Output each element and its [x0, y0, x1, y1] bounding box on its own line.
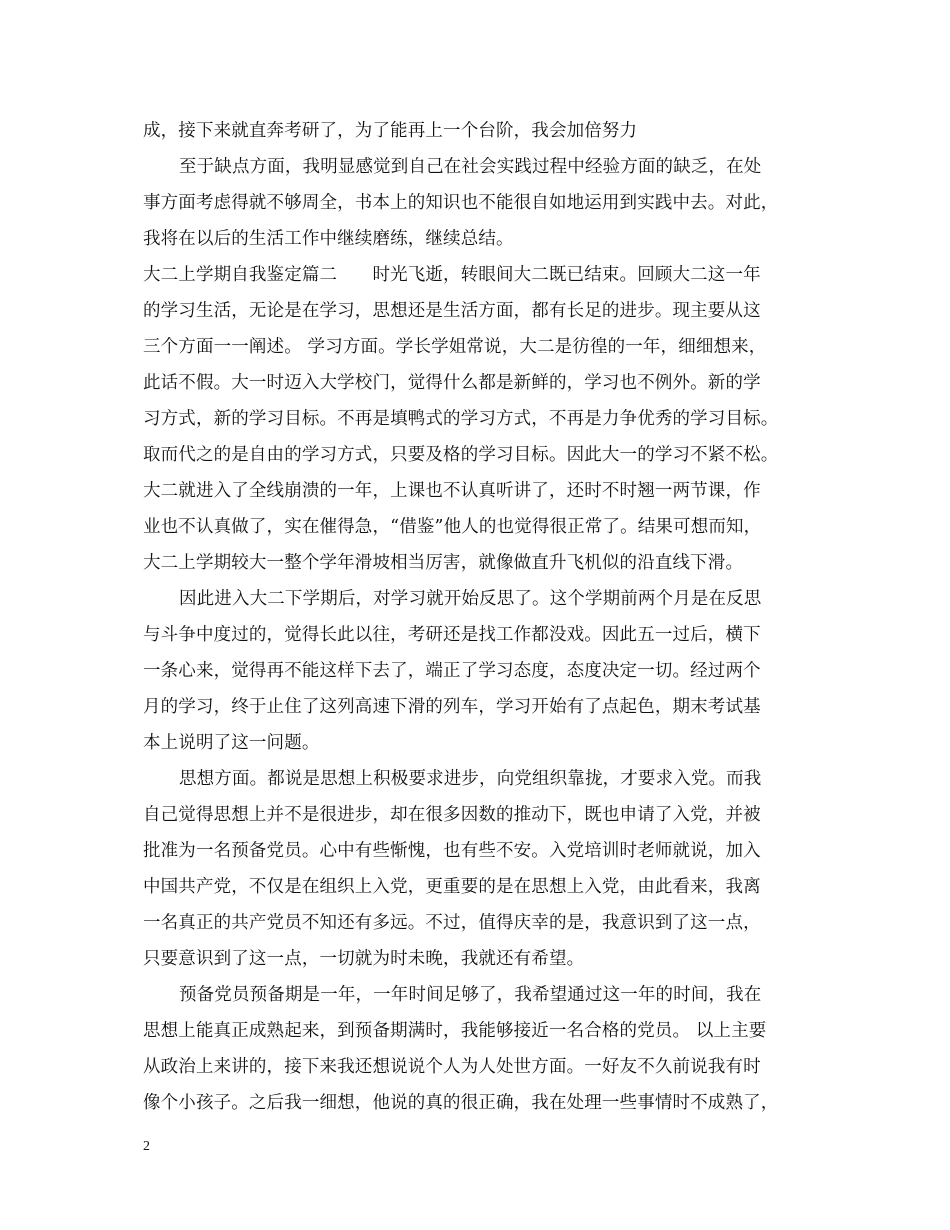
- text-line: 此话不假。大一时迈入大学校门，觉得什么都是新鲜的，学习也不例外。新的学: [143, 373, 761, 393]
- text-line: 取而代之的是自由的学习方式，只要及格的学习目标。因此大一的学习不紧不松。: [143, 445, 779, 465]
- text-line: 三个方面一一阐述。 学习方面。学长学姐常说，大二是彷徨的一年，细细想来，: [143, 337, 767, 357]
- text-line: 本上说明了这一问题。: [143, 733, 320, 753]
- text-line: 中国共产党，不仅是在组织上入党，更重要的是在思想上入党，由此看来，我离: [143, 877, 761, 897]
- text-line: 我将在以后的生活工作中继续磨练，继续总结。: [143, 229, 514, 249]
- text-line: 思想上能真正成熟起来，到预备期满时，我能够接近一名合格的党员。 以上主要: [143, 1021, 767, 1041]
- text-line: 大二上学期自我鉴定篇二 时光飞逝，转眼间大二既已结束。回顾大二这一年: [143, 265, 761, 285]
- text-line: 月的学习，终于止住了这列高速下滑的列车，学习开始有了点起色，期末考试基: [143, 697, 761, 717]
- text-line: 预备党员预备期是一年，一年时间足够了，我希望通过这一年的时间，我在: [179, 985, 762, 1005]
- text-line: 一条心来，觉得再不能这样下去了，端正了学习态度，态度决定一切。经过两个: [143, 661, 761, 681]
- text-line: 因此进入大二下学期后，对学习就开始反思了。这个学期前两个月是在反思: [179, 589, 762, 609]
- text-line: 大二就进入了全线崩溃的一年，上课也不认真听讲了，还时不时翘一两节课，作: [143, 481, 761, 501]
- text-line: 一名真正的共产党员不知还有多远。不过，值得庆幸的是，我意识到了这一点，: [143, 913, 761, 933]
- text-line: 思想方面。都说是思想上积极要求进步，向党组织靠拢，才要求入党。而我: [179, 769, 762, 789]
- text-line: 从政治上来讲的，接下来我还想说说个人为人处世方面。一好友不久前说我有时: [143, 1057, 761, 1077]
- text-line: 业也不认真做了，实在催得急，“借鉴”他人的也觉得很正常了。结果可想而知，: [143, 517, 762, 537]
- text-line: 与斗争中度过的，觉得长此以往，考研还是找工作都没戏。因此五一过后，横下: [143, 625, 761, 645]
- text-line: 至于缺点方面，我明显感觉到自己在社会实践过程中经验方面的缺乏，在处: [179, 157, 762, 177]
- text-line: 只要意识到了这一点，一切就为时未晚，我就还有希望。: [143, 949, 585, 969]
- text-line: 大二上学期较大一整个学年滑坡相当厉害，就像做直升飞机似的沿直线下滑。: [143, 553, 744, 573]
- text-line: 批准为一名预备党员。心中有些惭愧，也有些不安。入党培训时老师就说，加入: [143, 841, 761, 861]
- text-line: 成，接下来就直奔考研了，为了能再上一个台阶，我会加倍努力: [143, 121, 638, 141]
- text-line: 像个小孩子。之后我一细想，他说的真的很正确，我在处理一些事情时不成熟了，: [143, 1093, 779, 1113]
- page-number: 2: [143, 1139, 150, 1154]
- text-line: 事方面考虑得就不够周全，书本上的知识也不能很自如地运用到实践中去。对此，: [143, 193, 779, 213]
- text-line: 自己觉得思想上并不是很进步，却在很多因数的推动下，既也申请了入党，并被: [143, 805, 761, 825]
- text-line: 的学习生活，无论是在学习，思想还是生活方面，都有长足的进步。现主要从这: [143, 301, 761, 321]
- text-line: 习方式，新的学习目标。不再是填鸭式的学习方式，不再是力争优秀的学习目标。: [143, 409, 779, 429]
